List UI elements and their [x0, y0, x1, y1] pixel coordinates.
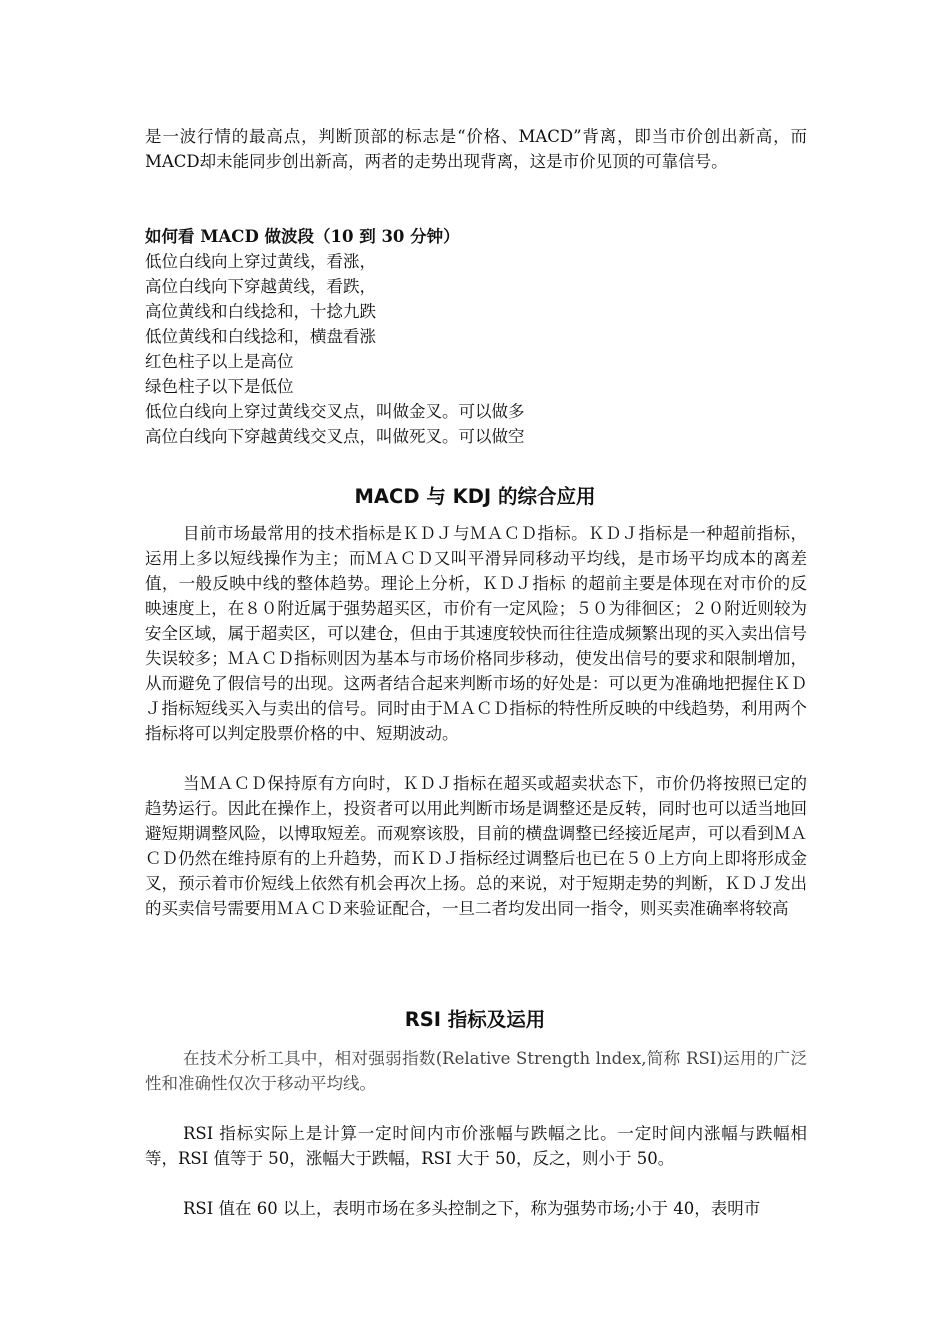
macd-wave-line: 低位白线向上穿过黄线，看涨， [145, 252, 376, 271]
macd-wave-line: 低位黄线和白线捻和，横盘看涨 [145, 327, 376, 346]
macd-kdj-paragraph-1: 目前市场最常用的技术指标是ＫＤＪ与ＭＡＣＤ指标。ＫＤＪ指标是一种超前指标，运用上多以短线操作为主；而ＭＡＣＤ又叫平滑异同移动平均线，是市场平均成本的离差值，一般反映中线的整体趋势。理论上分析，ＫＤＪ指标 的超前主要是体现在对市价的反映速度上，在８０附近属于强势超买区，市价有一定风险；５０为徘徊区；２０附近则较为安全区域，属于超卖区，可以建仓，但由于其速度较快而往往造成频繁出现的买入卖出信号失误较多；ＭＡＣＤ指标则因为基本与市场价格同步移动，使发出信号的要求和限制增加，从而避免了假信号的出现。这两者结合起来判断市场的好处是：可以更为准确地把握住ＫＤＪ指标短线买入与卖出的信号。同时由于ＭＡＣＤ指标的特性所反映的中线趋势，利用两个指标将可以判定股票价格的中、短期波动。 [145, 524, 807, 743]
macd-wave-line: 红色柱子以上是高位 [145, 352, 294, 371]
intro-paragraph: 是一波行情的最高点，判断顶部的标志是“价格、MACD”背离，即当市价创出新高，而MACD却未能同步创出新高，两者的走势出现背离，这是市价见顶的可靠信号。 [145, 127, 807, 171]
macd-wave-line: 高位白线向下穿越黄线交叉点，叫做死叉。可以做空 [145, 427, 525, 446]
rsi-paragraph-2: RSI 指标实际上是计算一定时间内市价涨幅与跌幅之比。一定时间内涨幅与跌幅相等，RSI 值等于 50，涨幅大于跌幅，RSI 大于 50，反之，则小于 50。 [145, 1124, 807, 1168]
macd-kdj-paragraph-2: 当ＭＡＣＤ保持原有方向时，ＫＤＪ指标在超买或超卖状态下，市价仍将按照已定的趋势运行。因此在操作上，投资者可以用此判断市场是调整还是反转，同时也可以适当地回避短期调整风险，以博取短差。而观察该股，目前的横盘调整已经接近尾声，可以看到ＭＡＣＤ仍然在维持原有的上升趋势，而ＫＤＪ指标经过调整后也已在５０上方向上即将形成金叉，预示着市价短线上依然有机会再次上扬。总的来说，对于短期走势的判断，ＫＤＪ发出的买卖信号需要用ＭＡＣＤ来验证配合，一旦二者均发出同一指令，则买卖准确率将较高 [145, 774, 807, 918]
macd-wave-heading: 如何看 MACD 做波段（10 到 30 分钟） [145, 227, 460, 246]
rsi-paragraph-1: 在技术分析工具中，相对强弱指数(Relative Strength lndex,简称 RSI)运用的广泛性和准确性仅次于移动平均线。 [145, 1049, 807, 1093]
rsi-paragraph-3: RSI 值在 60 以上，表明市场在多头控制之下，称为强势市场;小于 40，表明市 [183, 1199, 761, 1218]
macd-wave-line: 高位黄线和白线捻和，十捻九跌 [145, 302, 376, 321]
rsi-title: RSI 指标及运用 [404, 1008, 546, 1031]
macd-kdj-title: MACD 与 KDJ 的综合应用 [354, 485, 596, 508]
macd-wave-line: 高位白线向下穿越黄线，看跌， [145, 277, 376, 296]
macd-wave-line: 绿色柱子以下是低位 [145, 377, 294, 396]
macd-wave-line: 低位白线向上穿过黄线交叉点，叫做金叉。可以做多 [145, 402, 525, 421]
